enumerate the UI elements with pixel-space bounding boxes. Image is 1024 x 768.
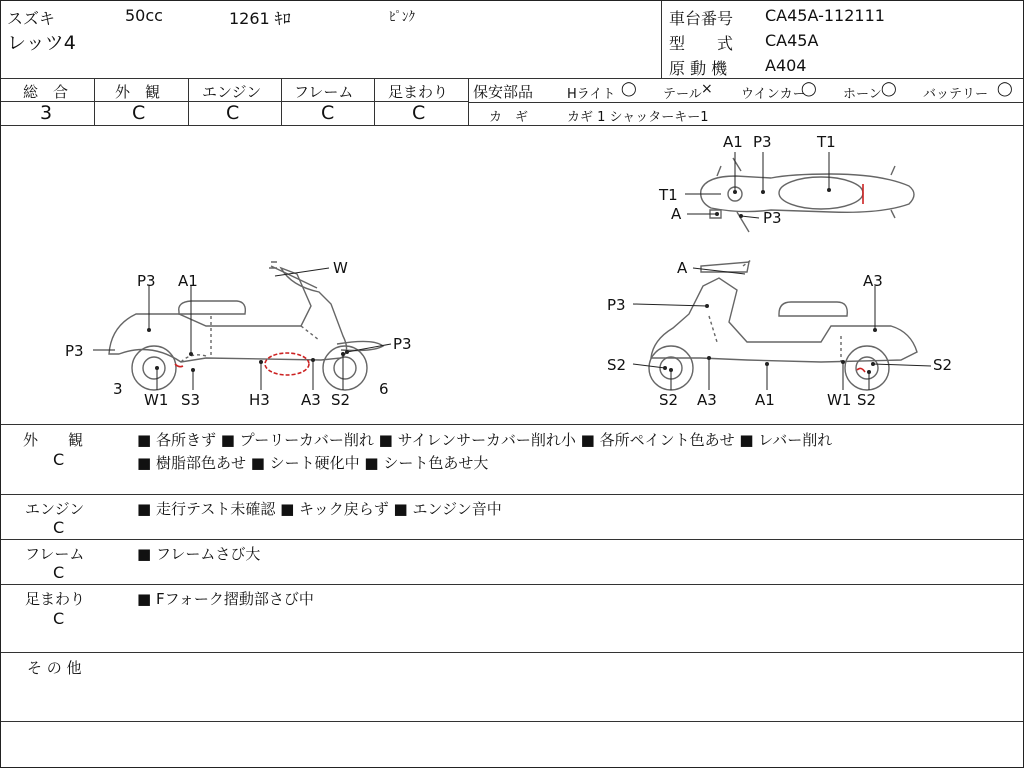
damage-diagram <box>1 126 1023 424</box>
diagram-label: P3 <box>137 272 156 290</box>
section-title-frame: フレーム <box>25 545 85 563</box>
key-label: カ ギ <box>489 110 529 125</box>
safety-mark-horn: ◯ <box>881 81 897 97</box>
diagram-label: A1 <box>178 272 198 290</box>
color: ﾋﾟﾝｸ <box>389 10 415 25</box>
safety-mark-headlight: ◯ <box>621 81 637 97</box>
diagram-label: T1 <box>817 133 836 151</box>
rating-grade-suspension: C <box>412 102 426 124</box>
section-grade-frame: C <box>53 563 65 582</box>
divider <box>1 584 1023 585</box>
rating-label-suspension: 足まわり <box>388 83 449 101</box>
diagram-label: P3 <box>393 335 412 353</box>
diagram-label: P3 <box>65 342 84 360</box>
diagram-label: S2 <box>659 391 679 409</box>
diagram-label: S3 <box>181 391 201 409</box>
divider <box>1 539 1023 540</box>
diagram-label: A1 <box>723 133 743 151</box>
model-name: レッツ4 <box>7 32 76 54</box>
divider <box>94 78 95 125</box>
safety-item-horn: ホーン <box>843 87 882 102</box>
section-title-suspension: 足まわり <box>25 590 86 608</box>
diagram-label: S2 <box>331 391 351 409</box>
diagram-label: A <box>671 205 682 223</box>
remark-line: ■ 各所きず ■ プーリーカバー削れ ■ サイレンサーカバー削れ小 ■ 各所ペイント色あせ ■ レバー削れ <box>137 431 833 449</box>
safety-item-headlight: Hライト <box>567 87 616 102</box>
section-title-exterior: 外 観 <box>23 431 84 449</box>
divider <box>468 102 1023 103</box>
damage-marks <box>175 184 865 375</box>
safety-mark-battery: ◯ <box>997 81 1013 97</box>
diagram-label: A1 <box>755 391 775 409</box>
key-value: カギ 1 シャッターキー1 <box>567 110 709 125</box>
diagram-label: A3 <box>697 391 717 409</box>
divider <box>1 78 1023 79</box>
rating-grade-total: 3 <box>40 102 53 124</box>
remark-line: ■ 樹脂部色あせ ■ シート硬化中 ■ シート色あせ大 <box>137 454 489 472</box>
diagram-label: P3 <box>753 133 772 151</box>
diagram-label: W <box>333 259 348 277</box>
diagram-label: 6 <box>379 380 389 398</box>
rating-label-total: 総 合 <box>23 83 69 101</box>
safety-item-tail: テール <box>663 87 702 102</box>
diagram-label: W1 <box>827 391 852 409</box>
type-label: 型 式 <box>669 34 734 53</box>
diagram-label: A3 <box>301 391 321 409</box>
mileage: 1261 ｷﾛ <box>229 9 291 28</box>
safety-item-winker: ウインカー <box>741 87 806 102</box>
safety-item-battery: バッテリー <box>923 87 989 102</box>
divider <box>1 652 1023 653</box>
section-grade-engine: C <box>53 518 65 537</box>
maker: スズキ <box>7 9 56 28</box>
scooter-top-view-icon <box>701 158 914 232</box>
remark-line: ■ フレームさび大 <box>137 545 261 563</box>
divider <box>374 78 375 125</box>
diagram-label: S2 <box>857 391 877 409</box>
divider <box>661 1 662 78</box>
frame-no-label: 車台番号 <box>669 9 734 28</box>
diagram-label: A3 <box>863 272 883 290</box>
diagram-label: W1 <box>144 391 169 409</box>
section-title-engine: エンジン <box>25 500 85 518</box>
diagram-label: P3 <box>763 209 782 227</box>
section-title-other: そ の 他 <box>27 659 82 677</box>
rating-label-exterior: 外 観 <box>115 83 161 101</box>
rating-grade-frame: C <box>321 102 335 124</box>
diagram-label: 3 <box>113 380 123 398</box>
divider <box>1 721 1023 722</box>
remark-line: ■ Fフォーク摺動部さび中 <box>137 590 314 608</box>
frame-no: CA45A-112111 <box>765 6 885 25</box>
divider <box>281 78 282 125</box>
rating-label-engine: エンジン <box>202 83 262 101</box>
rating-grade-engine: C <box>226 102 240 124</box>
divider <box>1 494 1023 495</box>
safety-mark-tail: × <box>701 81 713 97</box>
section-grade-exterior: C <box>53 450 65 469</box>
type-value: CA45A <box>765 31 819 50</box>
diagram-label: P3 <box>607 296 626 314</box>
diagram-label: T1 <box>659 186 678 204</box>
engine-label: 原 動 機 <box>669 59 728 78</box>
section-grade-suspension: C <box>53 609 65 628</box>
rating-grade-exterior: C <box>132 102 146 124</box>
divider <box>1 424 1023 425</box>
diagram-label: A <box>677 259 688 277</box>
displacement: 50cc <box>125 6 163 25</box>
diagram-label: S2 <box>933 356 953 374</box>
safety-mark-winker: ◯ <box>801 81 817 97</box>
safety-label: 保安部品 <box>473 83 534 101</box>
remark-line: ■ 走行テスト未確認 ■ キック戻らず ■ エンジン音中 <box>137 500 502 518</box>
engine-value: A404 <box>765 56 807 75</box>
divider <box>188 78 189 125</box>
rating-label-frame: フレーム <box>294 83 354 101</box>
diagram-label: S2 <box>607 356 627 374</box>
divider <box>468 78 469 125</box>
diagram-label: H3 <box>249 391 270 409</box>
